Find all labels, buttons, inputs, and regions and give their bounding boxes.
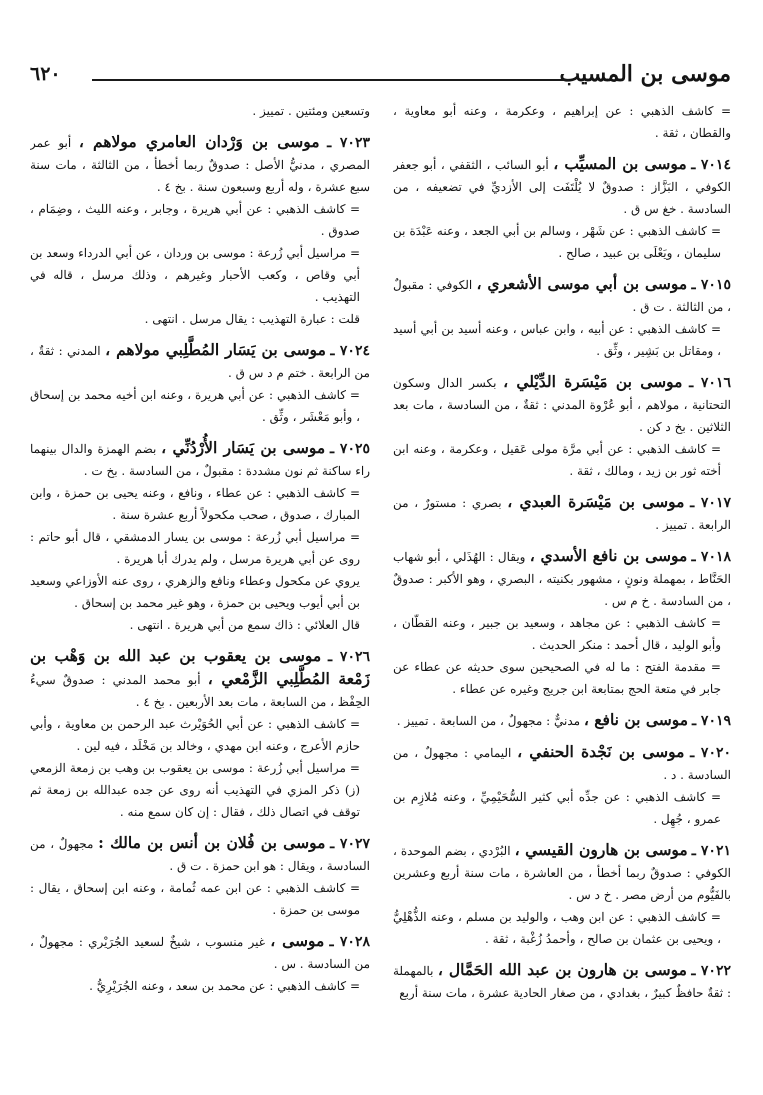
source-note: = كاشف الذهبي : عن ابن عمه ثُمامة ، وعنه ابن إسحاق ، يقال : موسى بن حمزة . (30, 881, 360, 917)
narrator-name: موسى ، (270, 931, 325, 950)
source-note: = كاشف الذهبي : عن ابن وهب ، والوليد بن مسلم ، وعنه الذُّهْلِيُّ ، ويحيى بن عثمان بن صالح ، وأحمدُ زُغْبة ، ثقة . (393, 910, 721, 946)
narrator-name: موسى بن أبي موسى الأشعري ، (476, 274, 688, 293)
entry-description: بالمهملة : ثقةٌ حافظٌ كبيرٌ ، بغدادي ، من صغار الحادية عشرة ، مات سنة أربع (393, 964, 731, 1000)
entry-description: اليمامي : مجهولٌ ، من السادسة . د . (393, 746, 731, 782)
entry-description: بصري : مستورٌ ، من الرابعة . تمييز . (393, 496, 731, 532)
entry-heading (30, 645, 370, 713)
entry-description: البُرْدي ، بضم الموحدة ، الكوفي : صدوقٌ ربما أخطأ ، من العاشرة ، مات سنة أربع وعشرين بالفَيُّوم من أرض مصر . خ د س . (393, 844, 731, 902)
entry-description: المدني : ثقةٌ ، من الرابعة . ختم م د س ق . (30, 344, 370, 380)
source-note: = كاشف الذهبي : عن أبي مرَّة مولى عَقيل ، وعكرمة ، وعنه ابن أخته ثور بن زيد ، ومالك ، ثقة . (393, 442, 721, 478)
entry-number: ٧٠١٧ ـ (690, 495, 731, 511)
source-note: = كاشف الذهبي : عن عطاء ، ونافع ، وعنه يحيى بن حمزة ، وابن المبارك ، صدوق ، صحب مكحولاً أربع عشرة سنة . (30, 486, 360, 522)
source-note: = مراسيل أبي زُرعة : موسى بن وردان ، عن أبي الدرداء وسعد بن أبي وقاص ، وكعب الأحبار وغيرهم ، وذلك مرسل ، قاله في التهذيب . (30, 246, 360, 304)
continuation-text: = كاشف الذهبي : عن إبراهيم ، وعكرمة ، وعنه أبو معاوية ، والقطان ، ثقة . (393, 104, 731, 140)
source-note: = كاشف الذهبي : عن مجاهد ، وسعيد بن جبير ، وعنه القطّان ، وأبو الوليد ، قال أحمد : منكر الحديث . (393, 616, 721, 652)
entry-number: ٧٠٢١ ـ (691, 843, 731, 859)
entry-heading (393, 371, 731, 438)
entry-number: ٧٠١٤ ـ (691, 157, 731, 173)
biography-entry (393, 709, 731, 732)
entry-heading (30, 832, 370, 877)
entry-description: بكسر الدال وسكون التحتانية ، مولاهم ، أبو عُرْوة المدني : ثقةٌ ، من السادسة ، مات بعد الثلاثين . بخ د كن . (393, 376, 731, 434)
entry-description: غير منسوب ، شيخٌ لسعيد الجُرَيْري : مجهولٌ ، من السادسة . س . (30, 935, 370, 971)
entry-description: مدنيٌّ : مجهولٌ ، من السابعة . تمييز . (396, 714, 581, 728)
source-note: = كاشف الذهبي : عن أبي هريرة ، وجابر ، وعنه الليث ، وضِمَام ، صدوق . (30, 202, 360, 238)
entry-number: ٧٠١٥ ـ (691, 277, 731, 293)
entry-heading (30, 131, 370, 198)
entry-description: أبو محمد المدني : صدوقٌ سيءُ الحِفْظ ، من السابعة ، مات بعد الأربعين . بخ ٤ . (30, 673, 370, 709)
narrator-name: موسى بن هارون بن عبد الله الحَمَّال ، (437, 960, 687, 979)
entry-number: ٧٠٢٦ ـ (327, 649, 370, 665)
source-note: = كاشف الذهبي : عن جدِّه أبي كثير السُّحَيْمِيِّ ، وعنه مُلازِم بن عمرو ، جُهِل . (393, 790, 721, 826)
entry-number: ٧٠٢٣ ـ (327, 135, 370, 151)
entry-description: مجهولٌ ، من السادسة ، ويقال : هو ابن حمزة . ت ق . (30, 837, 370, 873)
source-note: = مقدمة الفتح : ما له في الصحيحين سوى حديثه عن عطاء عن جابر في متعة الحج بمتابعة ابن جريج وغيره عن عطاء . (393, 660, 721, 696)
source-note: يروي عن مكحول وعطاء ونافع والزهري ، روى عنه الأوزاعي وسعيد بن أبي أيوب ويحيى بن حمزة ، وهو غير محمد بن إسحاق . (30, 574, 360, 610)
entry-description: الكوفي : مقبولٌ ، من الثالثة . ت ق . (393, 278, 731, 314)
narrator-name: موسى بن مَيْسَرة الدِّيْلي ، (503, 372, 683, 391)
entry-number: ٧٠٢٢ ـ (691, 963, 731, 979)
entry-number: ٧٠٢٧ ـ (330, 836, 370, 852)
page-number: ٦٢٠ (30, 63, 61, 85)
biography-entry (393, 153, 731, 264)
header-rule (92, 79, 569, 81)
narrator-name: موسى بن نافع الأسدي ، (529, 546, 688, 565)
entry-number: ٧٠٢٥ ـ (329, 441, 370, 457)
biography-entry (30, 645, 370, 823)
biography-entry (393, 371, 731, 482)
source-note: = كاشف الذهبي : عن شَهْر ، وسالم بن أبي الجعد ، وعنه عَبْدَة بن سليمان ، ويَعْلَى بن عبيد ، صالح . (393, 224, 721, 260)
source-note: = كاشف الذهبي : عن أبي الحُوَيْرث عبد الرحمن بن معاوية ، وأبي حازم الأعرج ، وعنه ابن مهدي ، وخالد بن مَخْلَد ، فيه لين . (30, 717, 360, 753)
biography-entry (393, 491, 731, 536)
entry-number: ٧٠٢٠ ـ (690, 745, 731, 761)
entry-heading (30, 437, 370, 482)
entry-heading (393, 153, 731, 220)
entry-heading (393, 839, 731, 906)
entry-heading (393, 741, 731, 786)
biography-entry (393, 839, 731, 950)
biography-entry (393, 741, 731, 830)
entry-heading (393, 545, 731, 612)
narrator-name: موسى بن فُلان بن أنس بن مالك : (98, 833, 326, 852)
entry-number: ٧٠١٦ ـ (689, 375, 731, 391)
left-column (30, 100, 370, 1077)
narrator-name: موسى بن يَسَار الأُرْدُنِّي ، (161, 438, 326, 457)
entry-number: ٧٠١٨ ـ (691, 549, 731, 565)
biography-entry (393, 959, 731, 1004)
biography-entry (393, 545, 731, 700)
narrator-name: موسى بن نافع ، (583, 710, 689, 729)
biography-entry (30, 339, 370, 428)
biography-entry (30, 131, 370, 330)
source-note: قلت : عبارة التهذيب : يقال مرسل . انتهى . (144, 312, 360, 326)
source-note: = كاشف الذهبي : عن أبيه ، وابن عباس ، وعنه أسيد بن أبي أسيد ، ومقاتل بن بَشِير ، وثِّق . (393, 322, 721, 358)
biography-entry (30, 930, 370, 997)
entry-description: أبو عمر المصري ، مدنيُّ الأصل : صدوقٌ ربما أخطأ ، من الثالثة ، مات سنة سبع عشرة ، وله أربع وسبعون سنة . بخ ٤ . (30, 136, 370, 194)
source-note: = كاشف الذهبي : عن أبي هريرة ، وعنه ابن أخيه محمد بن إسحاق ، وأبو مَعْشَر ، وثِّق . (30, 388, 360, 424)
entry-number: ٧٠١٩ ـ (691, 713, 731, 729)
entry-heading (393, 709, 731, 732)
narrator-name: موسى بن هارون القيسي ، (514, 840, 688, 859)
narrator-name: موسى بن نَجْدة الحنفي ، (517, 742, 685, 761)
right-column (393, 100, 731, 1077)
continuation-text: وتسعين ومئتين . تمييز . (252, 104, 370, 118)
source-note: = كاشف الذهبي : عن محمد بن سعد ، وعنه الجُرَيْرِيُّ . (89, 979, 360, 993)
biography-entry (393, 273, 731, 362)
narrator-name: موسى بن المسيِّب ، (553, 154, 687, 173)
narrator-name: موسى بن يَسَار المُطَّلِبي مولاهم ، (105, 340, 326, 359)
entry-heading (393, 273, 731, 318)
entry-heading (393, 491, 731, 536)
narrator-name: موسى بن وَرْدان العامري مولاهم ، (78, 132, 320, 151)
running-title: موسى بن المسيب (559, 61, 731, 87)
biography-entry (30, 437, 370, 636)
page-header (30, 58, 731, 92)
narrator-name: موسى بن مَيْسَرة العبدي ، (507, 492, 685, 511)
entry-number: ٧٠٢٨ ـ (329, 934, 370, 950)
entry-description: أبو السائب ، الثقفي ، أبو جعفر الكوفي ، البَزَّاز : صدوقٌ لا يُلْتَفَت إلى الأزديِّ في تضعيفه ، من السادسة . خغ س ق . (393, 158, 731, 216)
entry-number: ٧٠٢٤ ـ (330, 343, 370, 359)
biography-entry (30, 832, 370, 921)
entry-description: بضم الهمزة والدال بينهما راء ساكنة ثم نون مشددة : مقبولٌ ، من السادسة . بخ ت . (30, 442, 370, 478)
entry-heading (393, 959, 731, 1004)
entry-heading (30, 930, 370, 975)
entry-description: ويقال : الهُذَلي ، أبو شهاب الحَنَّاط ، بمهملة ونونٍ ، مشهور بكنيته ، البصري ، وهو الأكبر : صدوقٌ ، من السادسة . خ م س . (393, 550, 731, 608)
source-note: = مراسيل أبي زُرعة : موسى بن يعقوب بن وهب بن زمعة الزمعي (ز) ذكر المزي في التهذيب أنه روى عن جده عبدالله بن زمعة ثم توقف في اتصال ذلك ، فقال : إن كان سمع منه . (30, 761, 360, 819)
entry-heading (30, 339, 370, 384)
source-note: = مراسيل أبي زُرعة : موسى بن يسار الدمشقي ، قال أبو حاتم : روى عن أبي هريرة مرسل ، ولم يدرك أبا هريرة . (30, 530, 360, 566)
narrator-name: موسى بن يعقوب بن عبد الله بن وَهْب بن زَمْعة المُطَّلِبي الزَّمْعي ، (30, 646, 370, 688)
source-note: قال العلائي : ذاك سمع من أبي هريرة . انتهى . (129, 618, 360, 632)
